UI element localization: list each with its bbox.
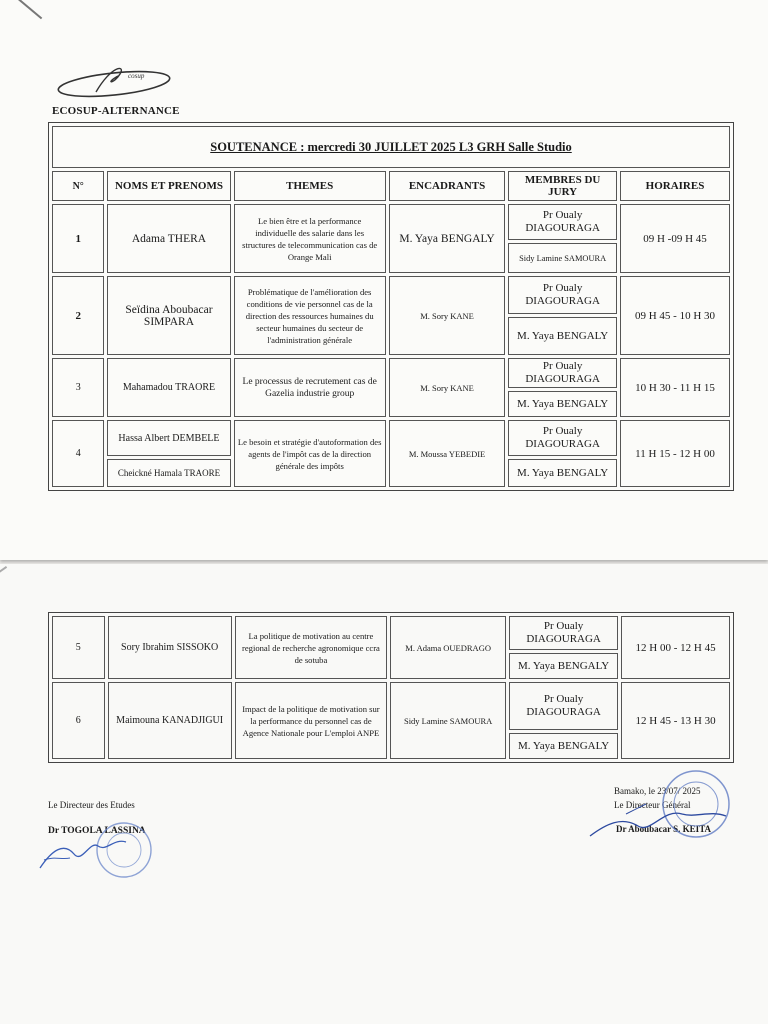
- director-general-title: Le Directeur Général: [614, 800, 691, 810]
- time-slot: 12 H 45 - 13 H 30: [621, 682, 730, 759]
- director-of-studies-title: Le Directeur des Etudes: [48, 800, 135, 810]
- thesis-theme: Le processus de recrutement cas de Gazelia industrie group: [234, 358, 386, 417]
- table-row: [52, 682, 730, 730]
- thesis-theme: Le besoin et stratégie d'autoformation des agents de l'impôt cas de la direction générale des impôts: [234, 420, 386, 487]
- table-row: [52, 276, 730, 314]
- schedule-table-part-2: [48, 612, 734, 763]
- jury-member: Pr Oualy DIAGOURAGA: [509, 616, 618, 650]
- table-row: [52, 420, 730, 456]
- jury-member: Sidy Lamine SAMOURA: [508, 243, 617, 273]
- jury-member: Pr Oualy DIAGOURAGA: [508, 420, 617, 456]
- jury-member: Pr Oualy DIAGOURAGA: [508, 276, 617, 314]
- director-of-studies-name: Dr TOGOLA LASSINA: [48, 826, 146, 836]
- student-name: Maimouna KANADJIGUI: [108, 682, 232, 759]
- jury-member: Pr Oualy DIAGOURAGA: [508, 358, 617, 388]
- table-row: [52, 616, 730, 650]
- right-stamp-and-signature: [586, 764, 736, 846]
- paper-fold-mark: [0, 566, 7, 614]
- jury-member: M. Yaya BENGALY: [508, 391, 617, 417]
- jury-member: M. Yaya BENGALY: [509, 733, 618, 759]
- director-general-name: Dr Aboubacar S. KEITA: [616, 824, 712, 834]
- row-number: 1: [52, 204, 104, 273]
- col-header-jury: MEMBRES DU JURY: [508, 171, 617, 201]
- header-row: [52, 171, 730, 201]
- time-slot: 09 H 45 - 10 H 30: [620, 276, 730, 355]
- jury-member: M. Yaya BENGALY: [508, 317, 617, 355]
- time-slot: 12 H 00 - 12 H 45: [621, 616, 730, 679]
- thesis-theme: La politique de motivation au centre regional de recherche agronomique ccra de sotuba: [235, 616, 388, 679]
- place-and-date: Bamako, le 23/07/ 2025: [614, 786, 701, 796]
- time-slot: 10 H 30 - 11 H 15: [620, 358, 730, 417]
- row-number: 4: [52, 420, 104, 487]
- supervisor: Sidy Lamine SAMOURA: [390, 682, 506, 759]
- jury-member: M. Yaya BENGALY: [509, 653, 618, 679]
- ecosup-logo: [56, 62, 176, 102]
- left-stamp-and-signature: [34, 820, 158, 882]
- jury-member: Pr Oualy DIAGOURAGA: [508, 204, 617, 240]
- supervisor: M. Adama OUEDRAGO: [390, 616, 506, 679]
- row-number: 6: [52, 682, 105, 759]
- thesis-theme: Problématique de l'amélioration des conditions de vie personnel cas de la direction des ressources humaines du secteur humaines du secteur de l'administration générale: [234, 276, 386, 355]
- paper-fold-mark: [18, 0, 42, 19]
- time-slot: 11 H 15 - 12 H 00: [620, 420, 730, 487]
- row-number: 5: [52, 616, 105, 679]
- thesis-theme: Le bien être et la performance individuelle des salarie dans les structures de telecommunication cas de Orange Mali: [234, 204, 386, 273]
- student-name: Seïdina Aboubacar SIMPARA: [107, 276, 230, 355]
- logo-text: ECOSUP-ALTERNANCE: [52, 105, 180, 117]
- supervisor: M. Sory KANE: [389, 358, 505, 417]
- col-header-number: N°: [52, 171, 104, 201]
- col-header-themes: THEMES: [234, 171, 386, 201]
- supervisor: M. Moussa YEBEDIE: [389, 420, 505, 487]
- student-name: Cheickné Hamala TRAORE: [107, 459, 230, 487]
- student-name: Hassa Albert DEMBELE: [107, 420, 230, 456]
- row-number: 3: [52, 358, 104, 417]
- schedule-table-part-1: [48, 122, 734, 491]
- student-name: Sory Ibrahim SISSOKO: [108, 616, 232, 679]
- table-title: SOUTENANCE : mercredi 30 JUILLET 2025 L3 GRH Salle Studio: [52, 126, 730, 168]
- col-header-schedule: HORAIRES: [620, 171, 730, 201]
- student-name: Adama THERA: [107, 204, 230, 273]
- supervisor: M. Sory KANE: [389, 276, 505, 355]
- col-header-supervisors: ENCADRANTS: [389, 171, 505, 201]
- thesis-theme: Impact de la politique de motivation sur la performance du personnel cas de Agence Nationale pour L'emploi ANPE: [235, 682, 388, 759]
- col-header-names: NOMS ET PRENOMS: [107, 171, 230, 201]
- row-number: 2: [52, 276, 104, 355]
- table-row: [52, 204, 730, 240]
- jury-member: M. Yaya BENGALY: [508, 459, 617, 487]
- time-slot: 09 H -09 H 45: [620, 204, 730, 273]
- svg-text:cosup: cosup: [128, 72, 145, 80]
- supervisor: M. Yaya BENGALY: [389, 204, 505, 273]
- table-row: [52, 358, 730, 388]
- jury-member: Pr Oualy DIAGOURAGA: [509, 682, 618, 730]
- student-name: Mahamadou TRAORE: [107, 358, 230, 417]
